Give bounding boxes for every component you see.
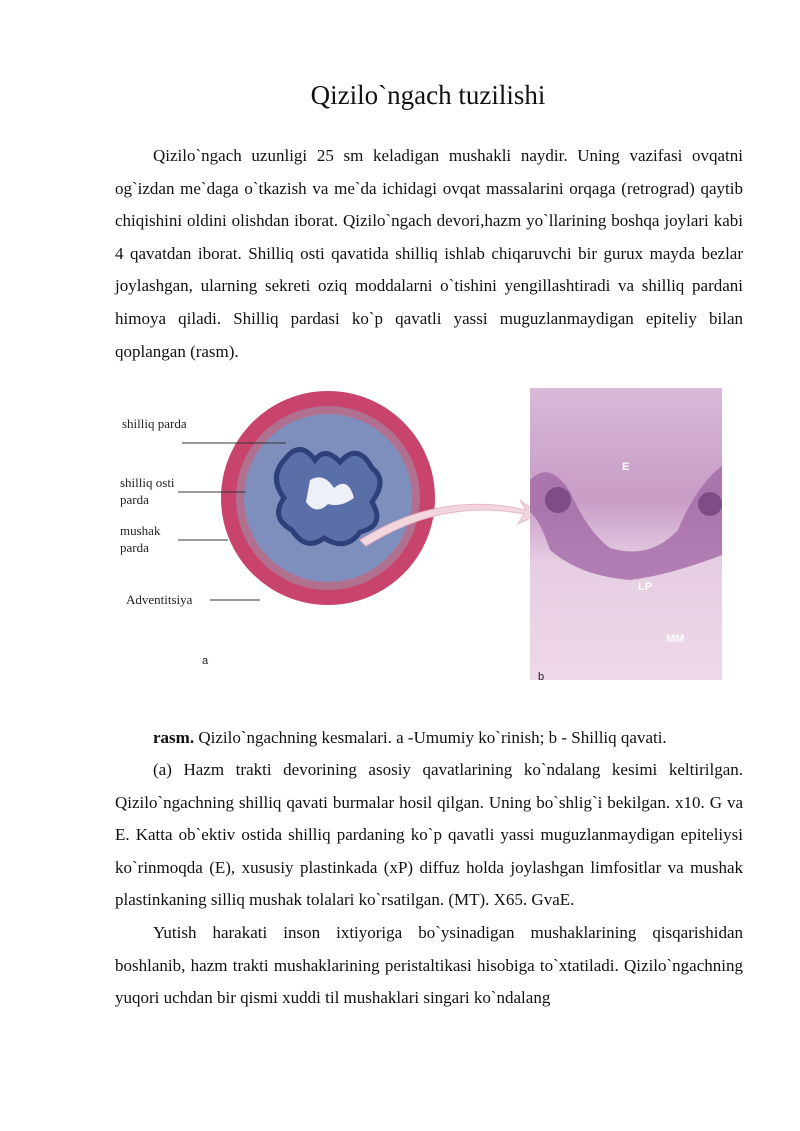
label-shilliq-parda: shilliq parda (122, 416, 187, 431)
paragraph-3: Yutish harakati inson ixtiyoriga bo`ysinadigan mushaklarining qisqarishidan boshlanib, hazm trakti mushaklarining peristaltikasi hisobiga to`xtatiladi. Qizilo`ngachning yuqori uchdan bir qismi xuddi til mushaklari singari ko`ndalang (115, 922, 743, 1008)
label-mushak-2: parda (120, 540, 149, 555)
label-shilliq-osti-2: parda (120, 492, 149, 507)
esophagus-figure (110, 380, 740, 680)
page-title: Qizilo`ngach tuzilishi (310, 80, 546, 110)
label-shilliq-osti-1: shilliq osti (120, 475, 175, 490)
label-LP: LP (638, 581, 653, 593)
paragraph-2: (a) Hazm trakti devorining asosiy qavatlarining ko`ndalang kesimi keltirilgan. Qizilo`ngachning shilliq qavati burmalar hosil qilgan. Uning bo`shlig`i bekilgan. x10. G va E. Katta ob`ektiv ostida shilliq pardaning ko`p qavatli yassi muguzlanmaydigan epiteliysi ko`rinmoqda (E), xususiy plastinkada (xP) diffuz holda joylashgan limfositlar va mushak plastinkaning silliq mushak tolalari ko`rsatilgan. (MT). X65. GvaE. (115, 760, 743, 910)
body-text (115, 754, 743, 1015)
label-adventitsiya: Adventitsiya (126, 592, 193, 607)
label-mushak-1: mushak (120, 523, 161, 538)
label-E: E (622, 461, 630, 473)
caption-bold: rasm. (153, 728, 195, 747)
paragraph-1: Qizilo`ngach uzunligi 25 sm keladigan mushakli naydir. Uning vazifasi ovqatni og`izdan me`daga o`tkazish va me`da ichidagi ovqat massalarini orqaga (retrograd) qaytib chiqishini oldini olishdan iborat. Qizilo`ngach devori,hazm yo`llarining boshqa joylari kabi 4 qavatdan iborat. Shilliq osti qavatida shilliq ishlab chiqaruvchi bir gurux mayda bezlar joylashgan, ularning sekreti oziq moddalarni o`tishini yengillashtiradi va shilliq pardani himoya qiladi. Shilliq pardasi ko`p qavatli yassi muguzlanmaydigan epiteliy bilan qoplangan (rasm). (115, 146, 743, 361)
figure-caption (153, 722, 667, 754)
intro-paragraph (115, 140, 743, 368)
caption-text: Qizilo`ngachning kesmalari. a -Umumiy ko`rinish; b - Shilliq qavati. (194, 728, 667, 747)
label-MM: MM (666, 633, 685, 645)
panel-b-label: b (538, 671, 545, 680)
panel-a-label: a (202, 655, 209, 667)
micrograph-panel (530, 388, 722, 680)
